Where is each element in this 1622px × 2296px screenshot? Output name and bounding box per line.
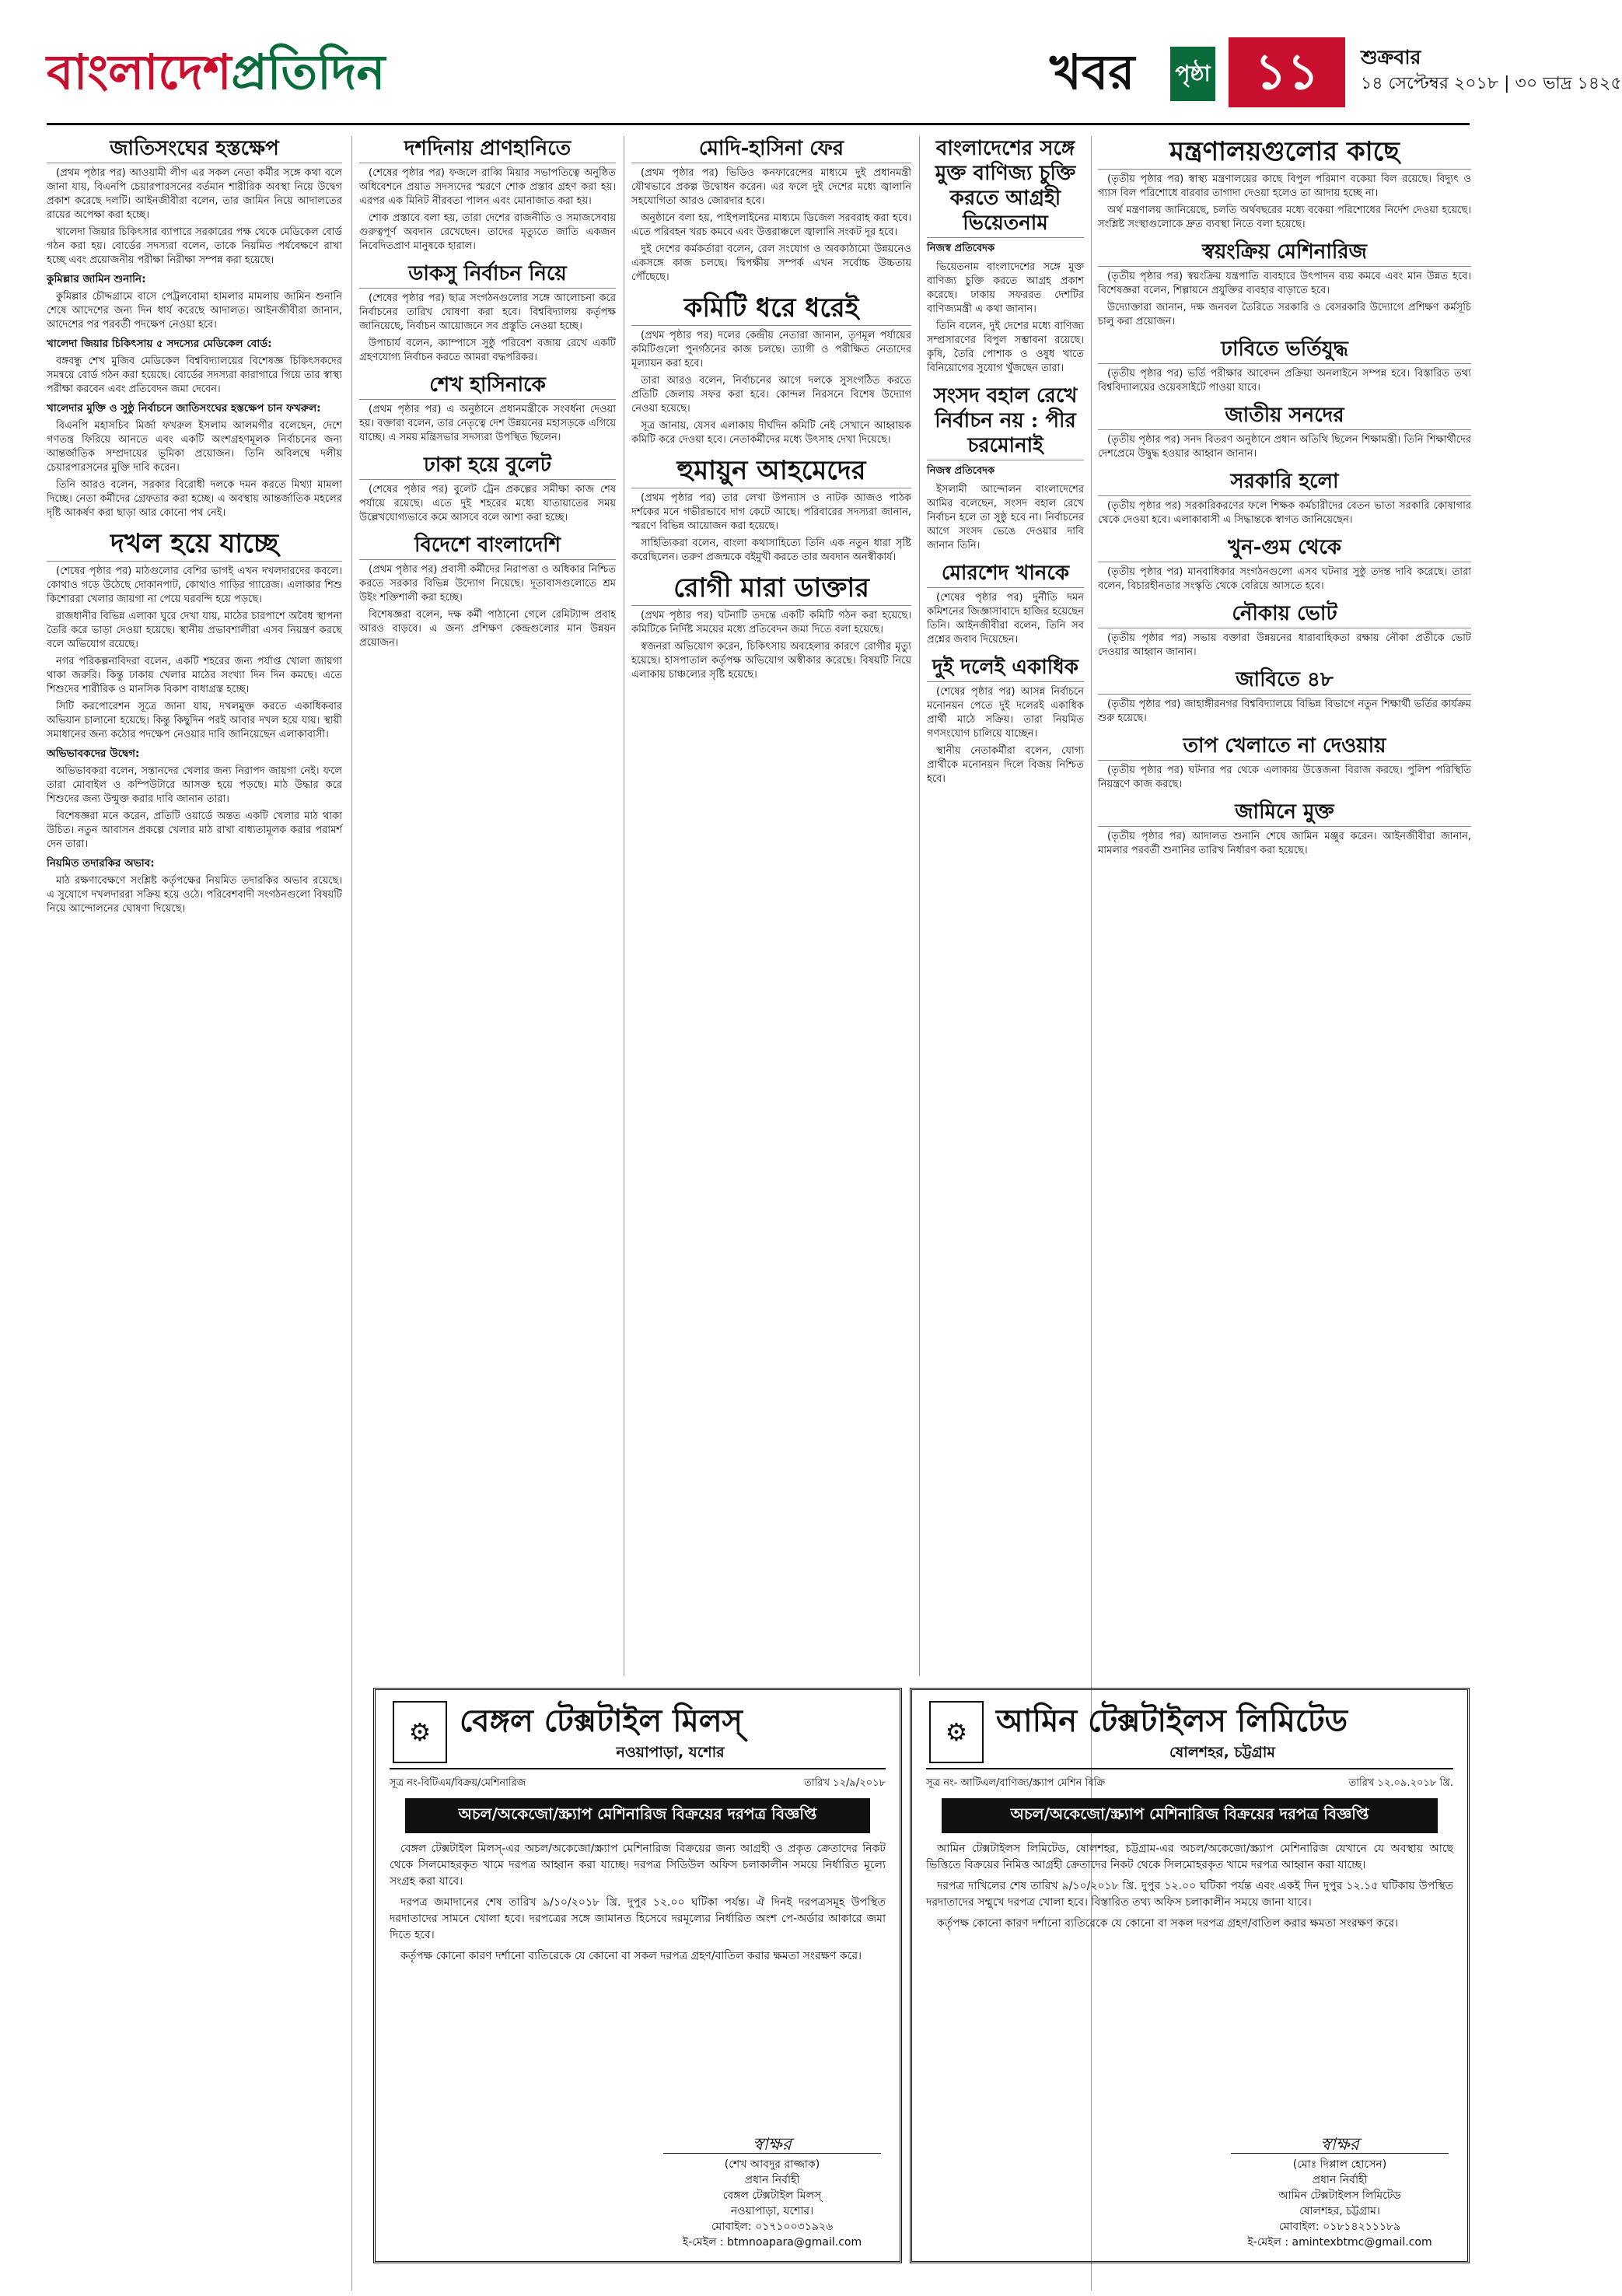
- page-label: পৃষ্ঠা: [1170, 47, 1215, 101]
- ad-company-name: বেঙ্গল টেক্সটাইল মিলস্: [460, 1703, 743, 1739]
- story-headline[interactable]: স্বয়ংক্রিয় মেশিনারিজ: [1098, 240, 1471, 267]
- newspaper-logo[interactable]: [47, 30, 385, 115]
- news-story[interactable]: [47, 136, 342, 520]
- story-subhead: কুমিল্লার জামিন শুনানি:: [47, 273, 146, 285]
- story-paragraph: বিশেষজ্ঞরা মনে করেন, প্রতিটি ওয়ার্ডে অন্তত একটি খেলার মাঠ থাকা উচিত। নতুন আবাসন প্রকল্পে খেলার মাঠ রাখা বাধ্যতামূলক করার পরামর্শ দেন তারা।: [47, 810, 342, 850]
- story-paragraph: (শেষের পৃষ্ঠার পর) দুর্নীতি দমন কমিশনের জিজ্ঞাসাবাদে হাজির হয়েছেন তিনি। আইনজীবীরা বলেন, তিনি সব প্রশ্নের জবাব দিয়েছেন।: [927, 592, 1084, 646]
- story-paragraph: (শেষের পৃষ্ঠার পর) আসন্ন নির্বাচনে মনোনয়ন পেতে দুই দলেরই একাধিক প্রার্থী মাঠে সক্রিয়। তারা নিয়মিত গণসংযোগ চালিয়ে যাচ্ছেন।: [927, 686, 1084, 740]
- ad-paragraph: দরপত্র দাখিলের শেষ তারিখ ৯/১০/২০১৮ খ্রি. দুপুর ১২.০০ ঘটিকা পর্যন্ত এবং একই দিন দুপুর ১২.১৫ ঘটিকায় উপস্থিত দরদাতাদের সম্মুখে দরপত্র খোলা হবে। বিস্তারিত তথ্য অফিস চলাকালীন সময়ে জানা যাবে।: [926, 1880, 1453, 1909]
- column-2: [359, 136, 616, 1676]
- story-paragraph: তিনি আরও বলেন, সরকার বিরোধী দলকে দমন করতে মিথ্যা মামলা দিচ্ছে। নেতা কর্মীদের গ্রেফতার করা হচ্ছে। এ অবস্থায় আন্তর্জাতিক মহলের দৃষ্টি আকর্ষণ করা ছাড়া আর কোনো পথ নেই।: [47, 479, 342, 519]
- news-story[interactable]: [927, 655, 1084, 786]
- ad-paragraph: বেঙ্গল টেক্সটাইল মিলস্-এর অচল/অকেজো/স্ক্র্যাপ মেশিনারিজ বিক্রয়ের জন্য আগ্রহী ও প্রকৃত ক্রেতাদের নিকট থেকে সিলমোহরকৃত খামে দরপত্র আহ্বান করা যাচ্ছে। দরপত্র সিডিউল অফিস চলাকালীন সময়ে নির্ধারিত মূল্যে সংগ্রহ করা যাবে।: [390, 1843, 886, 1888]
- news-story[interactable]: [1098, 337, 1471, 395]
- story-headline[interactable]: দুই দলেই একাধিক: [927, 655, 1084, 682]
- story-headline[interactable]: সংসদ বহাল রেখে নির্বাচন নয় : পীর চরমোনাই: [927, 383, 1084, 460]
- signature: স্বাক্ষর: [663, 2137, 881, 2154]
- news-story[interactable]: [359, 136, 616, 254]
- masthead-rule: [47, 123, 1470, 125]
- signatory-name: (মোঃ দিপ্পাল হোসেন): [1292, 2158, 1387, 2171]
- ad-paragraph: কর্তৃপক্ষ কোনো কারণ দর্শানো ব্যতিরেকে যে কোনো বা সকল দরপত্র গ্রহণ/বাতিল করার ক্ষমতা সংরক্ষণ করে।: [937, 1917, 1399, 1930]
- tender-advertisement-bengal-textile[interactable]: [373, 1688, 902, 2263]
- ad-signature-block: [663, 2137, 881, 2250]
- story-paragraph: (তৃতীয় পৃষ্ঠার পর) মানবাধিকার সংগঠনগুলো এসব ঘটনার সুষ্ঠু তদন্ত দাবি করেছে। তারা বলেন, বিচারহীনতার সংস্কৃতি থেকে বেরিয়ে আসতে হবে।: [1098, 566, 1471, 592]
- story-headline[interactable]: ঢাকা হয়ে বুলেট: [359, 453, 616, 480]
- story-paragraph: উদ্যোক্তারা জানান, দক্ষ জনবল তৈরিতে সরকারি ও বেসরকারি উদ্যোগে প্রশিক্ষণ কর্মসূচি চালু করা প্রয়োজন।: [1098, 302, 1471, 327]
- story-headline[interactable]: জাতীয় সনদের: [1098, 403, 1471, 430]
- contact-mobile: মোবাইল: ০১৭১০০৩১৯২৬: [711, 2221, 834, 2233]
- story-headline[interactable]: জাবিতে ৪৮: [1098, 667, 1471, 695]
- ad-body: [390, 1841, 886, 1965]
- news-story[interactable]: [1098, 136, 1471, 232]
- story-paragraph: বঙ্গবন্ধু শেখ মুজিব মেডিকেল বিশ্ববিদ্যালয়ের বিশেষজ্ঞ চিকিৎসকদের সমন্বয়ে বোর্ড গঠন করা হয়েছে। বোর্ডের সদস্যরা কারাগারে গিয়ে তার স্বাস্থ্য পরীক্ষা করবেন এবং প্রতিবেদন জমা দেবেন।: [47, 355, 342, 395]
- ad-date: তারিখ ১২.০৯.২০১৮ খ্রি.: [1348, 1777, 1453, 1789]
- story-paragraph: অভিভাবকরা বলেন, সন্তানদের খেলার জন্য নিরাপদ জায়গা নেই। ফলে তারা মোবাইল ও কম্পিউটারে আসক্ত হয়ে পড়ছে। মাঠ উদ্ধার করে শিশুদের জন্য উন্মুক্ত করার দাবি জানান তারা।: [47, 765, 342, 805]
- column-1: [47, 136, 342, 2291]
- story-headline[interactable]: দখল হয়ে যাচ্ছে: [47, 528, 342, 562]
- ad-header: [390, 1698, 886, 1769]
- story-headline[interactable]: মন্ত্রণালয়গুলোর কাছে: [1098, 136, 1471, 170]
- story-headline[interactable]: তাপ খেলাতে না দেওয়ায়: [1098, 733, 1471, 761]
- story-paragraph: (তৃতীয় পৃষ্ঠার পর) আদালত শুনানি শেষে জামিন মঞ্জুর করেন। আইনজীবীরা জানান, মামলার পরবর্তী শুনানির তারিখ নির্ধারণ করা হয়েছে।: [1098, 831, 1471, 856]
- issue-day: শুক্রবার: [1361, 46, 1421, 68]
- story-paragraph: অনুষ্ঠানে বলা হয়, পাইপলাইনের মাধ্যমে ডিজেল সরবরাহ করা হবে। এতে পরিবহন খরচ কমবে এবং উত্তরাঞ্চলে জ্বালানি সংকট দূর হবে।: [631, 212, 911, 238]
- news-story[interactable]: [1098, 403, 1471, 461]
- column-4: [927, 136, 1084, 1676]
- column-3: [631, 136, 911, 1676]
- news-story[interactable]: [631, 136, 911, 285]
- news-story[interactable]: [927, 561, 1084, 647]
- story-headline[interactable]: বাংলাদেশের সঙ্গে মুক্ত বাণিজ্য চুক্তি করতে আগ্রহী ভিয়েতনাম: [927, 136, 1084, 238]
- ad-header: [926, 1698, 1453, 1769]
- news-story[interactable]: [1098, 469, 1471, 527]
- story-paragraph: (প্রথম পৃষ্ঠার পর) ঘটনাটি তদন্তে একটি কমিটি গঠন করা হয়েছে। কমিটিকে নির্দিষ্ট সময়ের মধ্যে প্রতিবেদন জমা দিতে বলা হয়েছে।: [631, 610, 911, 635]
- story-headline[interactable]: খুন-গুম থেকে: [1098, 535, 1471, 562]
- story-subhead: অভিভাবকদের উদ্বেগ:: [47, 747, 140, 760]
- story-paragraph: রাজধানীর বিভিন্ন এলাকা ঘুরে দেখা যায়, মাঠের চারপাশে অবৈধ স্থাপনা তৈরি করে ভাড়া দেওয়া হয়েছে। স্থানীয় প্রভাবশালীরা এসব নিয়ন্ত্রণ করছে বলে অভিযোগ রয়েছে।: [47, 611, 342, 650]
- story-paragraph: সাহিত্যিকরা বলেন, বাংলা কথাসাহিত্যে তিনি এক নতুন ধারা সৃষ্টি করেছিলেন। তরুণ প্রজন্মকে বইমুখী করতে তার অবদান অনস্বীকার্য।: [631, 537, 911, 563]
- news-story[interactable]: [631, 292, 911, 447]
- story-headline[interactable]: ঢাবিতে ভর্তিযুদ্ধ: [1098, 337, 1471, 364]
- news-story[interactable]: [47, 528, 342, 916]
- story-paragraph: (তৃতীয় পৃষ্ঠার পর) জাহাঙ্গীরনগর বিশ্ববিদ্যালয়ে বিভিন্ন বিভাগে নতুন শিক্ষার্থী ভর্তির কার্যক্রম শুরু হয়েছে।: [1098, 698, 1471, 724]
- signatory-org: বেঙ্গল টেক্সটাইল মিলস্: [722, 2189, 822, 2202]
- story-headline[interactable]: জাতিসংঘের হস্তক্ষেপ: [47, 136, 342, 163]
- story-headline[interactable]: নৌকায় ভোট: [1098, 601, 1471, 628]
- story-headline[interactable]: রোগী মারা ডাক্তার: [631, 572, 911, 606]
- story-paragraph: (প্রথম পৃষ্ঠার পর) প্রবাসী কর্মীদের নিরাপত্তা ও অধিকার নিশ্চিত করতে সরকার বিভিন্ন উদ্যোগ নিয়েছে। দূতাবাসগুলোতে শ্রম উইং শক্তিশালী করা হচ্ছে।: [359, 564, 616, 604]
- story-headline[interactable]: হুমায়ুন আহমেদের: [631, 455, 911, 488]
- story-paragraph: স্বজনরা অভিযোগ করেন, চিকিৎসায় অবহেলার কারণে রোগীর মৃত্যু হয়েছে। হাসপাতাল কর্তৃপক্ষ অভিযোগ অস্বীকার করেছে। বিষয়টি নিয়ে এলাকায় চাঞ্চল্যের সৃষ্টি হয়েছে।: [631, 641, 911, 681]
- ad-paragraph: আমিন টেক্সটাইলস লিমিটেড, ষোলশহর, চট্টগ্রাম-এর অচল/অকেজো/স্ক্র্যাপ মেশিনারিজ যেখানে যে অবস্থায় আছে ভিত্তিতে বিক্রয়ের নিমিত্ত আগ্রহী ক্রেতাদের নিকট থেকে সিলমোহরকৃত খামে দরপত্র আহ্বান করা যাচ্ছে।: [926, 1843, 1453, 1871]
- contact-email[interactable]: ই-মেইল : amintexbtmc@gmail.com: [1247, 2236, 1432, 2249]
- news-story[interactable]: [1098, 667, 1471, 726]
- story-paragraph: খালেদা জিয়ার চিকিৎসার ব্যাপারে সরকারের পক্ষ থেকে মেডিকেল বোর্ড গঠন করা হয়। বোর্ডের সদস্যরা বলেন, তাকে নিয়মিত পর্যবেক্ষণে রাখা হচ্ছে এবং প্রয়োজনীয় পরীক্ষা নিরীক্ষা সম্পন্ন করা হয়েছে।: [47, 226, 342, 266]
- ad-title: অচল/অকেজো/স্ক্র্যাপ মেশিনারিজ বিক্রয়ের দরপত্র বিজ্ঞপ্তি: [405, 1798, 870, 1833]
- story-headline[interactable]: ডাকসু নির্বাচন নিয়ে: [359, 261, 616, 289]
- story-paragraph: (তৃতীয় পৃষ্ঠার পর) স্বয়ংক্রিয় যন্ত্রপাতি ব্যবহারে উৎপাদন ব্যয় কমবে এবং মান উন্নত হবে। বিশেষজ্ঞরা বলেন, শিল্পায়নে প্রযুক্তির ব্যবহার বাড়াতে হবে।: [1098, 271, 1471, 296]
- news-story[interactable]: [1098, 535, 1471, 593]
- signatory-name: (শেখ আবদুর রাজ্জাক): [724, 2158, 820, 2171]
- ad-body: [926, 1841, 1453, 1932]
- story-paragraph: (তৃতীয় পৃষ্ঠার পর) সরকারিকরণের ফলে শিক্ষক কর্মচারীদের বেতন ভাতা সরকারি কোষাগার থেকে দেওয়া হবে। এলাকাবাসী এ সিদ্ধান্তকে স্বাগত জানিয়েছেন।: [1098, 500, 1471, 526]
- story-headline[interactable]: মোদি-হাসিনা ফের: [631, 136, 911, 163]
- ad-signature-block: [1231, 2137, 1449, 2250]
- story-paragraph: বিএনপি মহাসচিব মির্জা ফখরুল ইসলাম আলমগীর বলেছেন, দেশে গণতন্ত্র ফিরিয়ে আনতে এবং একটি অংশগ্রহণমূলক নির্বাচনের জন্য আন্তর্জাতিক সম্প্রদায়ের ভূমিকা প্রয়োজন। তিনি অবিলম্বে দলীয় চেয়ারপারসনের মুক্তি দাবি করেন।: [47, 420, 342, 474]
- story-paragraph: নগর পরিকল্পনাবিদরা বলেন, একটি শহরের জন্য পর্যাপ্ত খোলা জায়গা থাকা জরুরি। কিন্তু ঢাকায় খেলার মাঠের সংখ্যা দিন দিন কমছে। এতে শিশুদের শারীরিক ও মানসিক বিকাশ বাধাগ্রস্ত হচ্ছে।: [47, 656, 342, 695]
- news-story[interactable]: [359, 453, 616, 525]
- news-story[interactable]: [359, 373, 616, 445]
- story-subhead: খালেদা জিয়ার চিকিৎসায় ৫ সদস্যের মেডিকেল বোর্ড:: [47, 338, 272, 350]
- ad-company-location: ষোলশহর, চট্টগ্রাম: [1169, 1744, 1275, 1761]
- story-paragraph: সিটি করপোরেশন সূত্রে জানা যায়, দখলমুক্ত করতে একাধিকবার অভিযান চালানো হয়েছে। কিন্তু কিছুদিন পরই আবার দখল হয়ে যায়। স্থায়ী সমাধানের জন্য কঠোর পদক্ষেপ নেওয়ার দাবি জানিয়েছেন এলাকাবাসী।: [47, 701, 342, 740]
- news-story[interactable]: [359, 533, 616, 650]
- ad-paragraph: কর্তৃপক্ষ কোনো কারণ দর্শানো ব্যতিরেকে যে কোনো বা সকল দরপত্র গ্রহণ/বাতিল করার ক্ষমতা সংরক্ষণ করে।: [400, 1950, 862, 1962]
- story-paragraph: শোক প্রস্তাবে বলা হয়, তারা দেশের রাজনীতি ও সমাজসেবায় গুরুত্বপূর্ণ অবদান রেখেছেন। তাদের মৃত্যুতে জাতি একজন নিবেদিতপ্রাণ মানুষকে হারাল।: [359, 212, 616, 252]
- story-paragraph: (শেষের পৃষ্ঠার পর) ছাত্র সংগঠনগুলোর সঙ্গে আলোচনা করে নির্বাচনের তারিখ ঘোষণা করা হবে। বিশ্ববিদ্যালয় কর্তৃপক্ষ জানিয়েছে, নির্বাচন আয়োজনে সব প্রস্তুতি নেওয়া হচ্ছে।: [359, 292, 616, 332]
- story-paragraph: তিনি বলেন, দুই দেশের মধ্যে বাণিজ্য সম্প্রসারণের বিপুল সম্ভাবনা রয়েছে। কৃষি, তৈরি পোশাক ও ওষুধ খাতে বিনিয়োগের সুযোগ খুঁজছেন তারা।: [927, 320, 1084, 374]
- news-story[interactable]: [1098, 800, 1471, 858]
- story-paragraph: (প্রথম পৃষ্ঠার পর) এ অনুষ্ঠানে প্রধানমন্ত্রীকে সংবর্ধনা দেওয়া হয়। বক্তারা বলেন, তার নেতৃত্বে দেশ উন্নয়নের মহাসড়কে এগিয়ে যাচ্ছে। এ সময় মন্ত্রিসভার সদস্যরা উপস্থিত ছিলেন।: [359, 404, 616, 443]
- story-headline[interactable]: শেখ হাসিনাকে: [359, 373, 616, 400]
- story-headline[interactable]: কমিটি ধরে ধরেই: [631, 292, 911, 326]
- signatory-post: প্রধান নির্বাহী: [1312, 2174, 1368, 2186]
- issue-date: ১৪ সেপ্টেম্বর ২০১৮ | ৩০ ভাদ্র ১৪২৫: [1361, 74, 1622, 93]
- news-story[interactable]: [359, 261, 616, 365]
- signatory-place: নওয়াপাড়া, যশোর।: [730, 2205, 814, 2217]
- story-paragraph: (শেষের পৃষ্ঠার পর) ফজলে রাব্বি মিয়ার সভাপতিত্বে অনুষ্ঠিত অধিবেশনে প্রয়াত সদস্যদের স্মরণে শোক প্রস্তাব গ্রহণ করা হয়। এরপর এক মিনিট নীরবতা পালন এবং মোনাজাত করা হয়।: [359, 167, 616, 207]
- story-paragraph: তারা আরও বলেন, নির্বাচনের আগে দলকে সুসংগঠিত করতে প্রতিটি জেলায় সফর করা হবে। কোন্দল নিরসনে বিশেষ উদ্যোগ নেওয়া হয়েছে।: [631, 375, 911, 415]
- story-paragraph: (শেষের পৃষ্ঠার পর) বুলেট ট্রেন প্রকল্পের সমীক্ষা কাজ শেষ পর্যায়ে রয়েছে। এতে দুই শহরের মধ্যে যাতায়াতের সময় উল্লেখযোগ্যভাবে কমে আসবে বলে আশা করা হচ্ছে।: [359, 484, 616, 523]
- contact-email[interactable]: ই-মেইল : btmnoapara@gmail.com: [682, 2236, 862, 2249]
- contact-mobile: মোবাইল: ০১৮১৪২১১১৮৯: [1278, 2221, 1401, 2233]
- story-paragraph: অর্থ মন্ত্রণালয় জানিয়েছে, চলতি অর্থবছরের মধ্যে বকেয়া পরিশোধের নির্দেশ দেওয়া হয়েছে। সংশ্লিষ্ট সংস্থাগুলোকে দ্রুত ব্যবস্থা নিতে বলা হয়েছে।: [1098, 205, 1471, 230]
- signatory-org: আমিন টেক্সটাইলস লিমিটেড: [1278, 2189, 1401, 2202]
- story-paragraph: বিশেষজ্ঞরা বলেন, দক্ষ কর্মী পাঠানো গেলে রেমিট্যান্স প্রবাহ আরও বাড়বে। এ জন্য প্রশিক্ষণ কেন্দ্রগুলোর মান উন্নয়ন প্রয়োজন।: [359, 609, 616, 649]
- story-paragraph: সূত্র জানায়, যেসব এলাকায় দীর্ঘদিন কমিটি নেই সেখানে আহ্বায়ক কমিটি করে দেওয়া হবে। নেতাকর্মীদের মধ্যে উৎসাহ দেখা দিয়েছে।: [631, 420, 911, 446]
- story-byline: নিজস্ব প্রতিবেদক: [927, 465, 995, 477]
- story-paragraph: (তৃতীয় পৃষ্ঠার পর) ভর্তি পরীক্ষার আবেদন প্রক্রিয়া অনলাইনে সম্পন্ন হবে। বিস্তারিত তথ্য বিশ্ববিদ্যালয়ের ওয়েবসাইটে পাওয়া যাবে।: [1098, 368, 1471, 394]
- story-paragraph: (তৃতীয় পৃষ্ঠার পর) ঘটনার পর থেকে এলাকায় উত্তেজনা বিরাজ করছে। পুলিশ পরিস্থিতি নিয়ন্ত্রণে কাজ করছে।: [1098, 765, 1471, 790]
- story-subhead: নিয়মিত তদারকির অভাব:: [47, 857, 155, 870]
- story-subhead: খালেদার মুক্তি ও সুষ্ঠু নির্বাচনে জাতিসংঘের হস্তক্ষেপ চান ফখরুল:: [47, 402, 321, 415]
- story-paragraph: কুমিল্লার চৌদ্দগ্রামে বাসে পেট্রলবোমা হামলার মামলায় জামিন শুনানি শেষে আদেশের জন্য দিন ধার্য করেছে আদালত। আইনজীবীরা জানান, আদেশের পর পরবর্তী পদক্ষেপ নেওয়া হবে।: [47, 291, 342, 331]
- story-byline: নিজস্ব প্রতিবেদক: [927, 243, 995, 254]
- story-paragraph: ভিয়েতনাম বাংলাদেশের সঙ্গে মুক্ত বাণিজ্য চুক্তি করতে আগ্রহ প্রকাশ করেছে। ঢাকায় সফররত দেশটির বাণিজ্যমন্ত্রী এ কথা জানান।: [927, 261, 1084, 315]
- column-divider: [919, 136, 920, 1676]
- column-divider: [351, 136, 352, 2291]
- news-story[interactable]: [927, 383, 1084, 553]
- story-headline[interactable]: দশদিনায় প্রাণহানিতে: [359, 136, 616, 163]
- signatory-post: প্রধান নির্বাহী: [744, 2174, 800, 2186]
- story-paragraph: (তৃতীয় পৃষ্ঠার পর) স্বাস্থ্য মন্ত্রণালয়ের কাছে বিপুল পরিমাণ বকেয়া বিল রয়েছে। বিদ্যুৎ ও গ্যাস বিল পরিশোধে বারবার তাগাদা দেওয়া হলেও তা আদায় হচ্ছে না।: [1098, 173, 1471, 199]
- ad-reference-line: [926, 1776, 1453, 1792]
- ad-company-name: আমিন টেক্সটাইলস লিমিটেড: [996, 1703, 1348, 1739]
- story-paragraph: (শেষের পৃষ্ঠার পর) মাঠগুলোর বেশির ভাগই এখন দখলদারদের কবলে। কোথাও গড়ে উঠেছে দোকানপাট, কোথাও গাড়ির গ্যারেজ। এলাকার শিশু কিশোররা খেলার জায়গা না পেয়ে ঘরবন্দি হয়ে পড়ছে।: [47, 565, 342, 605]
- news-story[interactable]: [1098, 733, 1471, 792]
- news-story[interactable]: [927, 136, 1084, 376]
- story-headline[interactable]: জামিনে মুক্ত: [1098, 800, 1471, 827]
- page-number: ১১: [1229, 37, 1345, 107]
- story-headline[interactable]: বিদেশে বাংলাদেশি: [359, 533, 616, 560]
- story-paragraph: (তৃতীয় পৃষ্ঠার পর) সভায় বক্তারা উন্নয়নের ধারাবাহিকতা রক্ষায় নৌকা প্রতীকে ভোট দেওয়ার আহ্বান জানান।: [1098, 632, 1471, 658]
- brand-part1: বাংলাদেশ: [47, 44, 232, 100]
- story-paragraph: উপাচার্য বলেন, ক্যাম্পাসে সুষ্ঠু পরিবেশ বজায় রেখে একটি গ্রহণযোগ্য নির্বাচন করতে আমরা বদ্ধপরিকর।: [359, 338, 616, 363]
- story-paragraph: মাঠ রক্ষণাবেক্ষণে সংশ্লিষ্ট কর্তৃপক্ষের নিয়মিত তদারকির অভাব রয়েছে। এ সুযোগে দখলদাররা সক্রিয় হয়ে ওঠে। পরিবেশবাদী সংগঠনগুলো বিষয়টি নিয়ে আন্দোলনের ঘোষণা দিয়েছে।: [47, 875, 342, 915]
- story-paragraph: স্থানীয় নেতাকর্মীরা বলেন, যোগ্য প্রার্থীকে মনোনয়ন দিলে বিজয় নিশ্চিত হবে।: [927, 745, 1084, 785]
- news-story[interactable]: [631, 455, 911, 565]
- ad-company-location: নওয়াপাড়া, যশোর: [616, 1744, 725, 1761]
- signature: স্বাক্ষর: [1231, 2137, 1449, 2154]
- section-title: খবর: [1050, 44, 1135, 100]
- company-logo-icon: ⚙: [929, 1701, 984, 1763]
- story-paragraph: ইসলামী আন্দোলন বাংলাদেশের আমির বলেছেন, সংসদ বহাল রেখে নির্বাচন হলে তা সুষ্ঠু হবে না। নির্বাচনের আগে সংসদ ভেঙে দেওয়ার দাবি জানান তিনি।: [927, 484, 1084, 551]
- company-logo-icon: ⚙: [393, 1701, 447, 1763]
- tender-advertisement-amin-textiles[interactable]: [910, 1688, 1470, 2263]
- ad-reference: সূত্র নং-বিটিএম/বিক্রয়/মেশিনারিজ: [390, 1777, 526, 1789]
- story-paragraph: (তৃতীয় পৃষ্ঠার পর) সনদ বিতরণ অনুষ্ঠানে প্রধান অতিথি ছিলেন শিক্ষামন্ত্রী। তিনি শিক্ষার্থীদের দেশপ্রেমে উদ্বুদ্ধ হওয়ার আহ্বান জানান।: [1098, 434, 1471, 460]
- news-story[interactable]: [1098, 240, 1471, 329]
- signatory-place: ষোলশহর, চট্টগ্রাম।: [1299, 2205, 1380, 2217]
- ad-title: অচল/অকেজো/স্ক্র্যাপ মেশিনারিজ বিক্রয়ের দরপত্র বিজ্ঞপ্তি: [942, 1798, 1438, 1833]
- story-headline[interactable]: সরকারি হলো: [1098, 469, 1471, 496]
- news-story[interactable]: [631, 572, 911, 682]
- brand-part2: প্রতিদিন: [231, 44, 386, 100]
- ad-paragraph: দরপত্র জমাদানের শেষ তারিখ ৯/১০/২০১৮ খ্রি. দুপুর ১২.০০ ঘটিকা পর্যন্ত। ঐ দিনই দরপত্রসমূহ উপস্থিত দরদাতাদের সামনে খোলা হবে। দরপত্রের সঙ্গে জামানত হিসেবে দরমূল্যের নির্ধারিত অংশ পে-অর্ডার আকারে জমা দিতে হবে।: [390, 1896, 886, 1941]
- story-paragraph: (প্রথম পৃষ্ঠার পর) দলের কেন্দ্রীয় নেতারা জানান, তৃণমূল পর্যায়ের কমিটিগুলো পুনর্গঠনের কাজ চলছে। ত্যাগী ও পরীক্ষিত নেতাদের মূল্যায়ন করা হবে।: [631, 330, 911, 369]
- story-paragraph: (প্রথম পৃষ্ঠার পর) তার লেখা উপন্যাস ও নাটক আজও পাঠক দর্শকের মনে গভীরভাবে দাগ কেটে আছে। পরিবারের সদস্যরা জানান, স্মরণে বিভিন্ন আয়োজন করা হয়েছে।: [631, 492, 911, 532]
- ad-date: তারিখ ১২/৯/২০১৮: [804, 1777, 886, 1789]
- masthead: [47, 30, 1622, 115]
- story-headline[interactable]: মোরশেদ খানকে: [927, 561, 1084, 588]
- story-paragraph: (প্রথম পৃষ্ঠার পর) আওয়ামী লীগ এর সকল নেতা কর্মীর সঙ্গে কথা বলে জানা যায়, বিএনপি চেয়ারপারসনের বর্তমান শারীরিক অবস্থা নিয়ে উদ্বেগ প্রকাশ করেছে দলটি। আইনজীবীরা বলেন, তার জামিন নিয়ে আদালতের রায়ের অপেক্ষা করা হচ্ছে।: [47, 167, 342, 221]
- news-story[interactable]: [1098, 601, 1471, 660]
- ad-reference-line: [390, 1776, 886, 1792]
- story-paragraph: (প্রথম পৃষ্ঠার পর) ভিডিও কনফারেন্সের মাধ্যমে দুই প্রধানমন্ত্রী যৌথভাবে প্রকল্প উদ্বোধন করেন। এর ফলে দুই দেশের মধ্যে জ্বালানি সহযোগিতা আরও জোরদার হবে।: [631, 167, 911, 207]
- ad-reference: সূত্র নং- আটিএল/বাণিজ্য/স্ক্র্যাপ মেশিন বিক্রি: [926, 1777, 1106, 1789]
- story-paragraph: দুই দেশের কর্মকর্তারা বলেন, রেল সংযোগ ও অবকাঠামো উন্নয়নেও একসঙ্গে কাজ চলছে। দ্বিপক্ষীয় সম্পর্ক এখন সর্বোচ্চ উচ্চতায় পৌঁছেছে।: [631, 243, 911, 283]
